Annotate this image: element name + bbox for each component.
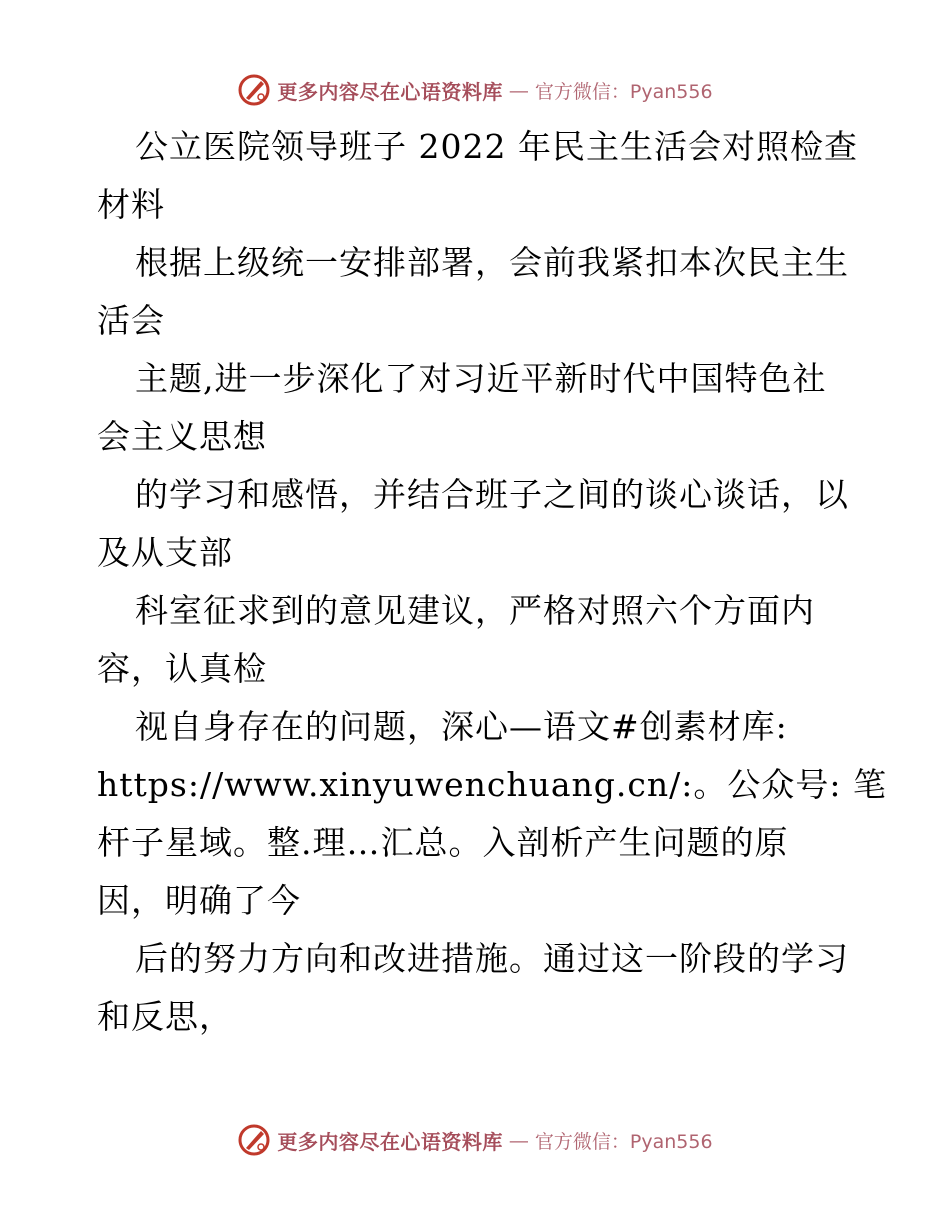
banner-dash: —: [508, 1128, 529, 1152]
banner-contact-text: 官方微信：Pyan556: [534, 80, 713, 103]
banner-brand-text: 更多内容尽在心语资料库: [277, 1129, 503, 1154]
text-line: 根据上级统一安排部署，会前我紧扣本次民主生: [135, 243, 849, 282]
text-line: 因，明确了今: [97, 881, 301, 920]
document-body: [97, 118, 887, 1046]
text-line: 杆子星域。整.理…汇总。入剖析产生问题的原: [97, 823, 789, 862]
text-line: 会主义思想: [97, 417, 267, 456]
header-watermark-banner: [0, 70, 950, 110]
text-line: 视自身存在的问题，深心—语文#创素材库:: [135, 707, 788, 746]
text-line: 和反思，: [97, 997, 233, 1036]
text-line: 的学习和感悟，并结合班子之间的谈心谈话，以: [135, 475, 849, 514]
document-title-line-2: 材料: [97, 185, 165, 224]
text-line: 活会: [97, 301, 165, 340]
footer-watermark-banner: [0, 1120, 950, 1160]
banner-brand-text: 更多内容尽在心语资料库: [277, 79, 503, 104]
text-line: 容，认真检: [97, 649, 267, 688]
text-line: 后的努力方向和改进措施。通过这一阶段的学习: [135, 939, 849, 978]
text-line: 科室征求到的意见建议，严格对照六个方面内: [135, 591, 815, 630]
banner-contact-text: 官方微信：Pyan556: [534, 1130, 713, 1153]
banner-dash: —: [508, 78, 529, 102]
text-line: 主题,进一步深化了对习近平新时代中国特色社: [135, 359, 827, 398]
document-title-line-1: 公立医院领导班子 2022 年民主生活会对照检查: [135, 127, 858, 166]
quill-logo-icon: [237, 1123, 271, 1157]
text-line: 及从支部: [97, 533, 233, 572]
text-line: https://www.xinyuwenchuang.cn/:。公众号: 笔: [97, 765, 887, 804]
quill-logo-icon: [237, 73, 271, 107]
